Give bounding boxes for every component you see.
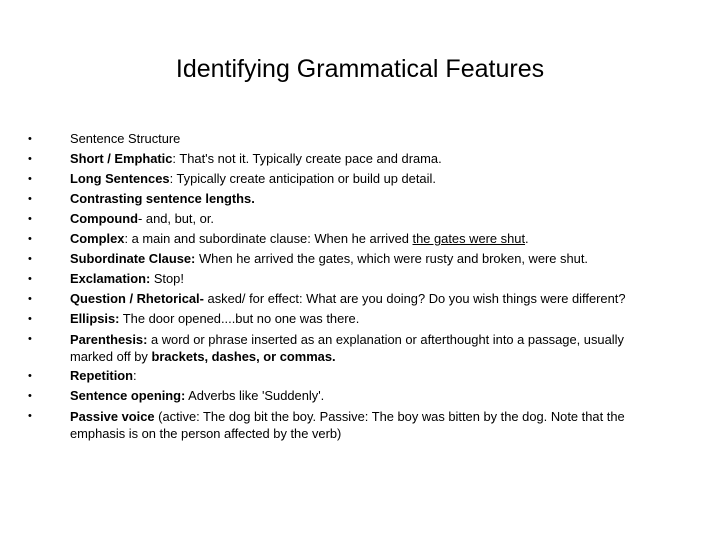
slide-title: Identifying Grammatical Features — [175, 55, 545, 83]
item-term: Ellipsis: — [70, 311, 120, 326]
item-term: Short / Emphatic — [70, 151, 173, 166]
bullet-icon: • — [28, 333, 32, 345]
list-item-exclamation — [24, 269, 694, 289]
list-item-subordinate-clause — [24, 249, 694, 269]
item-term: Question / Rhetorical- — [70, 291, 204, 306]
item-description: - and, but, or. — [138, 211, 214, 226]
list-item-sentence-opening — [24, 386, 694, 406]
list-item-sentence-structure — [24, 129, 694, 149]
item-description: : That's not it. Typically create pace and drama. — [172, 151, 442, 166]
list-item-complex — [24, 229, 694, 249]
bullet-icon: • — [28, 253, 32, 265]
bullet-icon: • — [28, 173, 32, 185]
item-description: asked/ for effect: What are you doing? Do you wish things were different? — [203, 291, 626, 306]
item-term: Subordinate Clause: — [70, 251, 196, 266]
list-item-ellipsis — [24, 309, 694, 329]
list-item-passive-voice — [24, 406, 694, 443]
bullet-icon: • — [28, 370, 32, 382]
item-continuation-text: marked off by — [70, 349, 152, 364]
item-description: Stop! — [150, 271, 184, 286]
item-description: Adverbs like 'Suddenly'. — [185, 388, 325, 403]
item-tail: . — [525, 231, 529, 246]
bullet-icon: • — [28, 153, 32, 165]
list-item-compound — [24, 209, 694, 229]
bullet-icon: • — [28, 390, 32, 402]
item-term: Long Sentences — [70, 171, 170, 186]
bullet-icon: • — [28, 293, 32, 305]
item-term: Sentence opening: — [70, 388, 186, 403]
item-continuation: emphasis is on the person affected by the verb) — [70, 426, 342, 441]
item-description: : — [133, 368, 137, 383]
item-description: : Typically create anticipation or build up detail. — [169, 171, 436, 186]
item-description: When he arrived the gates, which were rusty and broken, were shut. — [195, 251, 589, 266]
bullet-list — [24, 129, 694, 443]
item-term: Complex — [70, 231, 125, 246]
item-term: Contrasting sentence lengths. — [70, 191, 255, 206]
list-item-parenthesis — [24, 329, 694, 366]
item-description: The door opened....but no one was there. — [119, 311, 360, 326]
underlined-clause: the gates were shut — [412, 231, 526, 246]
bullet-icon: • — [28, 313, 32, 325]
bullet-icon: • — [28, 410, 32, 422]
item-continuation-bold: brackets, dashes, or commas. — [151, 349, 336, 364]
item-continuation — [70, 348, 694, 365]
list-item-question-rhetorical — [24, 289, 694, 309]
list-item-repetition — [24, 366, 694, 386]
list-item-long-sentences — [24, 169, 694, 189]
bullet-icon: • — [28, 193, 32, 205]
item-description: a word or phrase inserted as an explanation or afterthought into a passage, usually — [147, 332, 624, 347]
bullet-icon: • — [28, 213, 32, 225]
bullet-icon: • — [28, 273, 32, 285]
item-term: Compound — [70, 211, 139, 226]
item-term: Exclamation: — [70, 271, 151, 286]
list-item-contrasting-lengths — [24, 189, 694, 209]
item-term: Repetition — [70, 368, 134, 383]
list-item-short-emphatic — [24, 149, 694, 169]
bullet-icon: • — [28, 133, 32, 145]
item-text: Sentence Structure — [70, 131, 181, 146]
item-description: : a main and subordinate clause: When he arrived — [124, 231, 413, 246]
item-term: Parenthesis: — [70, 332, 148, 347]
item-description: (active: The dog bit the boy. Passive: The boy was bitten by the dog. Note that the — [154, 409, 625, 424]
bullet-icon: • — [28, 233, 32, 245]
item-term: Passive voice — [70, 409, 155, 424]
